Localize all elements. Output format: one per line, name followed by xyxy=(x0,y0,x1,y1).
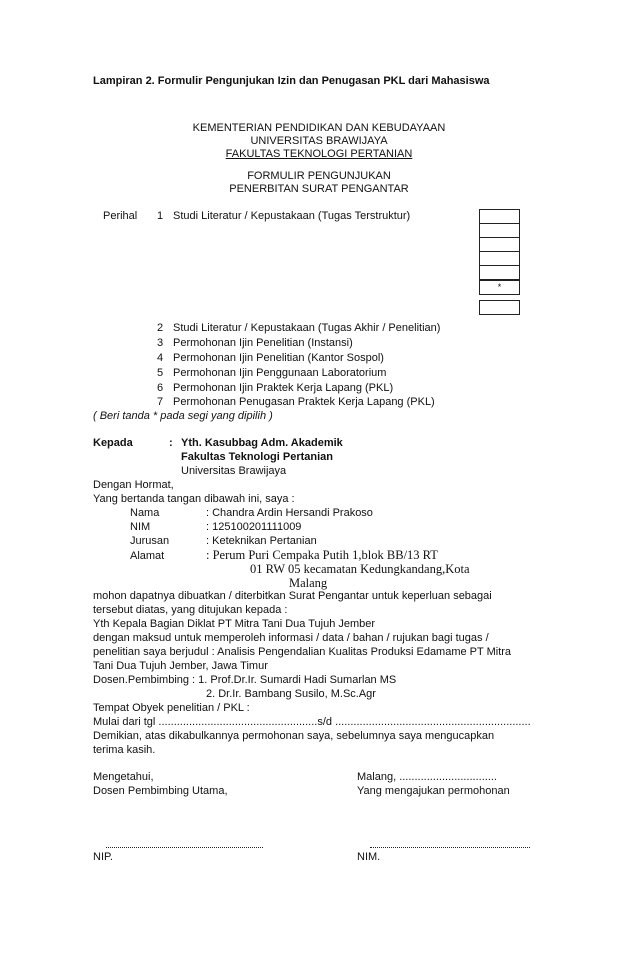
right-signature-line xyxy=(370,847,530,848)
ministry-heading: KEMENTERIAN PENDIDIKAN DAN KEBUDAYAAN xyxy=(192,122,446,134)
mulai-dari-tgl: Mulai dari tgl ....................................................s/d ................................................................ xyxy=(93,716,531,728)
perihal-item-2-text: Studi Literatur / Kepustakaan (Tugas Akhir / Penelitian) xyxy=(173,322,441,334)
left-signature-line xyxy=(106,847,263,848)
form-title-line1: FORMULIR PENGUNJUKAN xyxy=(247,170,391,182)
perihal-checkbox-2[interactable] xyxy=(479,223,520,238)
nama-label: Nama xyxy=(130,507,160,519)
perihal-item-3-no: 3 xyxy=(157,337,164,349)
dosen-pembimbing-2: 2. Dr.Ir. Bambang Susilo, M.Sc.Agr xyxy=(206,688,376,700)
mengetahui-label: Mengetahui, xyxy=(93,771,154,783)
intro: Yang bertanda tangan dibawah ini, saya : xyxy=(93,493,295,505)
form-title-line2: PENERBITAN SURAT PENGANTAR xyxy=(229,183,409,195)
perihal-item-5-text: Permohonan Ijin Penggunaan Laboratorium xyxy=(173,367,387,379)
paragraph-line6: Tani Dua Tujuh Jember, Jawa Timur xyxy=(93,660,268,672)
perihal-item-6-text: Permohonan Ijin Praktek Kerja Lapang (PKL) xyxy=(173,382,394,394)
perihal-checkbox-6[interactable]: * xyxy=(479,280,520,295)
jurusan-label: Jurusan xyxy=(130,535,170,547)
perihal-note: ( Beri tanda * pada segi yang dipilih ) xyxy=(93,410,273,422)
tempat-obyek: Tempat Obyek penelitian / PKL : xyxy=(93,702,250,714)
nim-label: NIM xyxy=(130,521,151,533)
paragraph-closing-2: terima kasih. xyxy=(93,744,156,756)
applicant-role-label: Yang mengajukan permohonan xyxy=(357,785,510,797)
jurusan-value: : Keteknikan Pertanian xyxy=(206,535,317,547)
perihal-item-7-no: 7 xyxy=(157,396,164,408)
perihal-label: Perihal xyxy=(103,210,138,222)
malang-date: Malang, ................................ xyxy=(357,771,497,783)
document-title: Lampiran 2. Formulir Pengunjukan Izin dan Penugasan PKL dari Mahasiswa xyxy=(93,75,490,87)
nip-label: NIP. xyxy=(93,851,113,863)
nim-value: : 125100201111009 xyxy=(206,521,302,533)
perihal-item-7-text: Permohonan Penugasan Praktek Kerja Lapang (PKL) xyxy=(173,396,435,408)
perihal-item-2-no: 2 xyxy=(157,322,164,334)
perihal-item-1-text: Studi Literatur / Kepustakaan (Tugas Terstruktur) xyxy=(173,210,411,222)
perihal-item-1-no: 1 xyxy=(157,210,164,222)
dosen-role-label: Dosen Pembimbing Utama, xyxy=(93,785,228,797)
greeting: Dengan Hormat, xyxy=(93,479,174,491)
kepada-line2: Fakultas Teknologi Pertanian xyxy=(181,451,333,463)
perihal-item-5-no: 5 xyxy=(157,367,164,379)
faculty-heading-text: FAKULTAS TEKNOLOGI PERTANIAN xyxy=(225,148,413,160)
faculty-heading xyxy=(0,148,638,161)
alamat-line1: : Perum Puri Cempaka Putih 1,blok BB/13 RT xyxy=(206,548,438,562)
perihal-item-6-no: 6 xyxy=(157,382,164,394)
kepada-label: Kepada xyxy=(93,437,133,449)
nama-value: : Chandra Ardin Hersandi Prakoso xyxy=(206,507,373,519)
nim-signature-label: NIM. xyxy=(357,851,381,863)
paragraph-line1: mohon dapatnya dibuatkan / diterbitkan Surat Pengantar untuk keperluan sebagai xyxy=(93,590,492,602)
paragraph-line4: dengan maksud untuk memperoleh informasi / data / bahan / rujukan bagi tugas / xyxy=(93,632,489,644)
university-heading: UNIVERSITAS BRAWIJAYA xyxy=(250,135,388,147)
paragraph-line3: Yth Kepala Bagian Diklat PT Mitra Tani Dua Tujuh Jember xyxy=(93,618,376,630)
perihal-item-3-text: Permohonan Ijin Penelitian (Instansi) xyxy=(173,337,353,349)
kepada-line3: Universitas Brawijaya xyxy=(181,465,287,477)
perihal-item-4-no: 4 xyxy=(157,352,164,364)
paragraph-line2: tersebut diatas, yang ditujukan kepada : xyxy=(93,604,288,616)
alamat-label: Alamat xyxy=(130,550,165,562)
perihal-checkbox-5[interactable] xyxy=(479,265,520,280)
perihal-checkbox-4[interactable] xyxy=(479,251,520,266)
kepada-line1: Yth. Kasubbag Adm. Akademik xyxy=(181,437,343,449)
perihal-checkbox-3[interactable] xyxy=(479,237,520,252)
perihal-checkbox-1[interactable] xyxy=(479,209,520,224)
paragraph-closing-1: Demikian, atas dikabulkannya permohonan saya, sebelumnya saya mengucapkan xyxy=(93,730,495,742)
dosen-pembimbing-1: Dosen.Pembimbing : 1. Prof.Dr.Ir. Sumardi Hadi Sumarlan MS xyxy=(93,674,397,686)
alamat-line2: 01 RW 05 kecamatan Kedungkandang,Kota xyxy=(250,562,470,576)
perihal-item-4-text: Permohonan Ijin Penelitian (Kantor Sospol) xyxy=(173,352,384,364)
kepada-colon: : xyxy=(169,437,173,449)
paragraph-line5: penelitian saya berjudul : Analisis Pengendalian Kualitas Produksi Edamame PT Mitra xyxy=(93,646,512,658)
perihal-checkbox-7[interactable] xyxy=(479,300,520,315)
alamat-line3: Malang xyxy=(289,576,328,590)
